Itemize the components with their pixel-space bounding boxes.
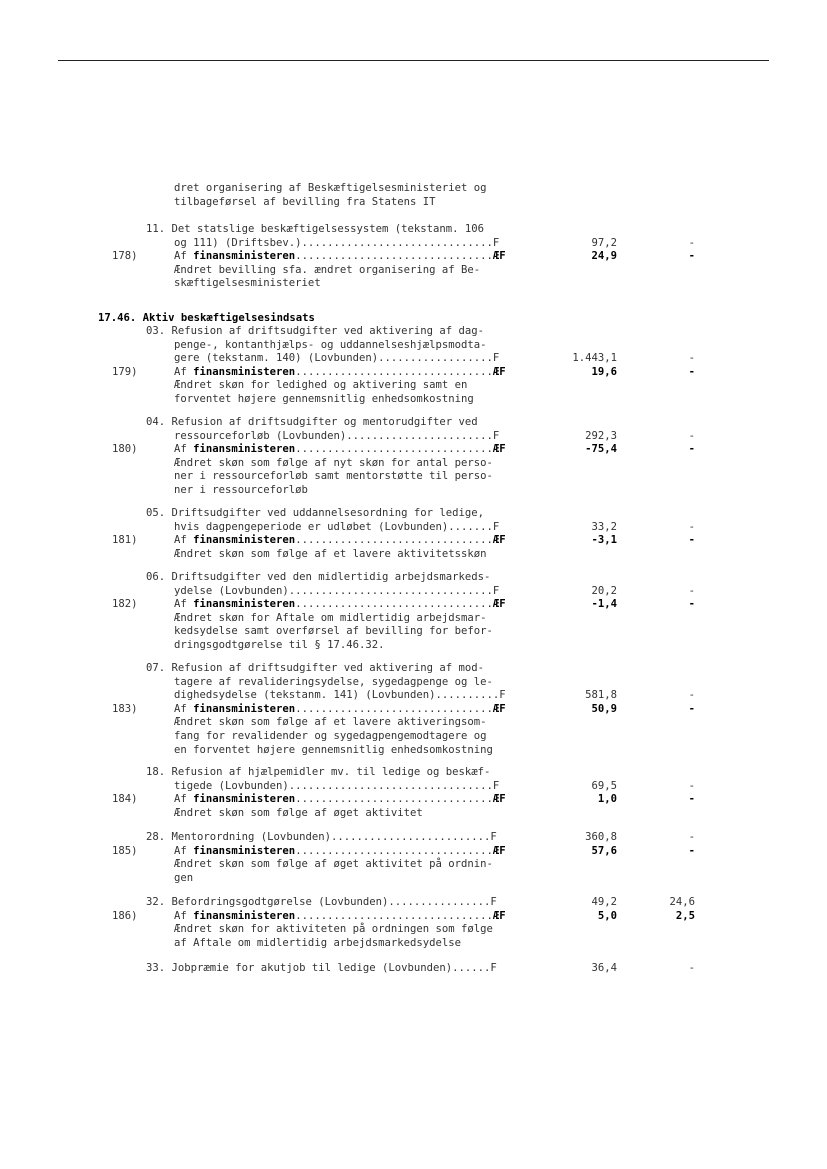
item-line bbox=[0, 779, 827, 793]
note-text: Ændret skøn som følge af nyt skøn for antal perso- bbox=[174, 456, 493, 469]
amount-2: - bbox=[688, 352, 695, 365]
ministry-name: finansministeren bbox=[193, 909, 296, 922]
section-heading bbox=[0, 311, 827, 325]
note-line bbox=[0, 611, 827, 625]
change-line bbox=[0, 844, 827, 858]
note-line bbox=[0, 378, 827, 392]
change-amount: 1,0 bbox=[597, 793, 617, 806]
change-line bbox=[0, 702, 827, 716]
change-line bbox=[0, 249, 827, 263]
item-line bbox=[0, 324, 827, 338]
change-amount-2: - bbox=[688, 250, 695, 263]
leader-dots: ............................... bbox=[295, 844, 493, 857]
note-line bbox=[0, 936, 827, 950]
code-af: ÆF bbox=[492, 534, 506, 547]
af-prefix: Af bbox=[174, 365, 194, 378]
item-text: 32. Befordringsgodtgørelse (Lovbunden)................F bbox=[146, 896, 497, 908]
note-text: ner i ressourceforløb bbox=[174, 484, 308, 496]
item-text: 28. Mentorordning (Lovbunden).........................F bbox=[146, 831, 497, 843]
item-line bbox=[0, 338, 827, 352]
code-af: ÆF bbox=[492, 793, 506, 806]
amount: 20,2 bbox=[591, 584, 617, 597]
amount: 69,5 bbox=[591, 779, 617, 792]
ministry-name: finansministeren bbox=[193, 793, 296, 806]
leader-dots: ............................... bbox=[295, 534, 493, 547]
amount: 292,3 bbox=[585, 429, 617, 442]
amount: 49,2 bbox=[591, 896, 617, 908]
note-line bbox=[0, 922, 827, 936]
item-line bbox=[0, 520, 827, 534]
change-amount: 5,0 bbox=[597, 909, 617, 922]
note-line bbox=[0, 469, 827, 483]
entry-number: 179) bbox=[112, 365, 138, 378]
change-label bbox=[174, 792, 506, 806]
amount-2: - bbox=[688, 236, 695, 249]
change-amount-2: 2,5 bbox=[675, 909, 695, 922]
change-label bbox=[174, 844, 506, 858]
item-text: 05. Driftsudgifter ved uddannelsesordning for ledige, bbox=[146, 507, 485, 519]
change-line bbox=[0, 909, 827, 923]
af-prefix: Af bbox=[174, 909, 194, 922]
amount-2: 24,6 bbox=[669, 896, 695, 908]
change-amount: -3,1 bbox=[591, 534, 617, 547]
note-text: en forventet højere gennemsnitlig enhedsomkostning bbox=[174, 743, 493, 756]
change-label bbox=[174, 442, 506, 456]
item-line bbox=[0, 570, 827, 584]
note-line bbox=[0, 263, 827, 277]
amount-2: - bbox=[688, 689, 695, 702]
item-text: tigede (Lovbunden)................................F bbox=[174, 779, 500, 792]
change-amount-2: - bbox=[688, 443, 695, 456]
note-line bbox=[0, 483, 827, 497]
section-title: 17.46. Aktiv beskæftigelsesindsats bbox=[98, 312, 315, 324]
af-prefix: Af bbox=[174, 250, 194, 263]
item-text: tagere af revalideringsydelse, sygedagpenge og le- bbox=[174, 675, 493, 688]
item-text: 07. Refusion af driftsudgifter ved aktivering af mod- bbox=[146, 662, 485, 674]
change-line bbox=[0, 533, 827, 547]
header-rule bbox=[58, 60, 769, 61]
item-text: 11. Det statslige beskæftigelsessystem (tekstanm. 106 bbox=[146, 223, 485, 235]
af-prefix: Af bbox=[174, 598, 194, 611]
note-text: ner i ressourceforløb samt mentorstøtte til perso- bbox=[174, 470, 493, 483]
item-text: 18. Refusion af hjælpemidler mv. til ledige og beskæf- bbox=[146, 766, 491, 778]
change-label bbox=[174, 597, 506, 611]
note-text: Ændret skøn som følge af et lavere aktiveringsom- bbox=[174, 716, 487, 729]
item-text: ydelse (Lovbunden)................................F bbox=[174, 584, 500, 597]
change-line bbox=[0, 365, 827, 379]
item-line bbox=[0, 415, 827, 429]
change-amount: -1,4 bbox=[591, 598, 617, 611]
change-label bbox=[174, 702, 506, 716]
af-prefix: Af bbox=[174, 534, 194, 547]
change-amount: 50,9 bbox=[591, 702, 617, 715]
entry-line bbox=[0, 222, 827, 236]
item-text: gere (tekstanm. 140) (Lovbunden)..................F bbox=[174, 352, 500, 365]
item-line bbox=[0, 765, 827, 779]
note-line bbox=[0, 547, 827, 561]
af-prefix: Af bbox=[174, 793, 194, 806]
note-line bbox=[0, 456, 827, 470]
note-text: kedsydelse samt overførsel af bevilling for befor- bbox=[174, 625, 493, 638]
note-line bbox=[0, 729, 827, 743]
change-amount-2: - bbox=[688, 534, 695, 547]
amount-2: - bbox=[688, 584, 695, 597]
code-af: ÆF bbox=[492, 844, 506, 857]
leader-dots: ............................... bbox=[295, 598, 493, 611]
change-amount: 57,6 bbox=[591, 844, 617, 857]
note-text: Ændret skøn som følge af øget aktivitet bbox=[174, 806, 423, 819]
change-amount: -75,4 bbox=[585, 443, 617, 456]
ministry-name: finansministeren bbox=[193, 534, 296, 547]
amount: 581,8 bbox=[585, 689, 617, 702]
note-text: forventet højere gennemsnitlig enhedsomkostning bbox=[174, 393, 474, 405]
note-line bbox=[0, 806, 827, 820]
ministry-name: finansministeren bbox=[193, 365, 296, 378]
item-line bbox=[0, 429, 827, 443]
code-af: ÆF bbox=[492, 598, 506, 611]
note-line bbox=[0, 871, 827, 885]
note-line bbox=[0, 638, 827, 652]
item-text: hvis dagpengeperiode er udløbet (Lovbunden).......F bbox=[174, 520, 500, 533]
af-prefix: Af bbox=[174, 443, 194, 456]
note-text: Ændret skøn for ledighed og aktivering samt en bbox=[174, 379, 468, 392]
item-line bbox=[0, 351, 827, 365]
change-amount-2: - bbox=[688, 365, 695, 378]
code-af: ÆF bbox=[492, 702, 506, 715]
ministry-name: finansministeren bbox=[193, 250, 296, 263]
item-text: 06. Driftsudgifter ved den midlertidig arbejdsmarkeds- bbox=[146, 571, 491, 583]
amount: 36,4 bbox=[591, 962, 617, 974]
code-af: ÆF bbox=[492, 250, 506, 263]
ministry-name: finansministeren bbox=[193, 702, 296, 715]
intro-line: dret organisering af Beskæftigelsesministeriet og bbox=[174, 182, 487, 194]
code-af: ÆF bbox=[492, 909, 506, 922]
change-amount-2: - bbox=[688, 844, 695, 857]
item-line bbox=[0, 584, 827, 598]
note-line bbox=[0, 624, 827, 638]
entry-number: 181) bbox=[112, 534, 138, 547]
amount-2: - bbox=[688, 831, 695, 843]
item-text: 33. Jobpræmie for akutjob til ledige (Lovbunden)......F bbox=[146, 962, 497, 974]
note-text: Ændret skøn for Aftale om midlertidig arbejdsmar- bbox=[174, 611, 487, 624]
entry-line bbox=[0, 236, 827, 250]
entry-number: 180) bbox=[112, 443, 138, 456]
leader-dots: ............................... bbox=[295, 702, 493, 715]
item-text: og 111) (Driftsbev.)..............................F bbox=[174, 236, 500, 249]
note-text: fang for revalidender og sygedagpengemodtagere og bbox=[174, 730, 487, 742]
item-text: 03. Refusion af driftsudgifter ved aktivering af dag- bbox=[146, 325, 485, 337]
ministry-name: finansministeren bbox=[193, 598, 296, 611]
entry-number: 185) bbox=[112, 844, 138, 857]
intro-line: tilbageførsel af bevilling fra Statens IT bbox=[174, 195, 436, 208]
item-line bbox=[0, 830, 827, 844]
amount-2: - bbox=[688, 962, 695, 974]
note-text: af Aftale om midlertidig arbejdsmarkedsydelse bbox=[174, 936, 462, 949]
change-label bbox=[174, 909, 506, 923]
note-line bbox=[0, 743, 827, 757]
note-text: Ændret skøn som følge af et lavere aktivitetsskøn bbox=[174, 547, 487, 560]
entry-number: 184) bbox=[112, 793, 138, 806]
leader-dots: ............................... bbox=[295, 443, 493, 456]
change-amount: 24,9 bbox=[591, 250, 617, 263]
amount-2: - bbox=[688, 429, 695, 442]
item-text: penge-, kontanthjælps- og uddannelseshjælpsmodta- bbox=[174, 338, 487, 351]
item-line bbox=[0, 506, 827, 520]
note-line bbox=[0, 276, 827, 290]
item-line bbox=[0, 895, 827, 909]
change-label bbox=[174, 533, 506, 547]
change-line bbox=[0, 597, 827, 611]
note-text: Ændret skøn som følge af øget aktivitet på ordnin- bbox=[174, 858, 493, 871]
item-text: ressourceforløb (Lovbunden).......................F bbox=[174, 429, 500, 442]
note-line bbox=[0, 715, 827, 729]
entry-number: 182) bbox=[112, 598, 138, 611]
note-text: dringsgodtgørelse til § 17.46.32. bbox=[174, 639, 385, 651]
change-amount-2: - bbox=[688, 793, 695, 806]
amount-2: - bbox=[688, 520, 695, 533]
change-line bbox=[0, 792, 827, 806]
af-prefix: Af bbox=[174, 844, 194, 857]
change-label bbox=[174, 365, 506, 379]
leader-dots: ............................... bbox=[295, 793, 493, 806]
entry-number: 178) bbox=[112, 250, 138, 263]
amount: 360,8 bbox=[585, 831, 617, 843]
leader-dots: ............................... bbox=[295, 909, 493, 922]
item-text: 04. Refusion af driftsudgifter og mentorudgifter ved bbox=[146, 416, 478, 428]
item-line-last bbox=[0, 961, 827, 975]
amount: 97,2 bbox=[591, 236, 617, 249]
change-amount: 19,6 bbox=[591, 365, 617, 378]
amount: 1.443,1 bbox=[572, 352, 617, 365]
item-line bbox=[0, 688, 827, 702]
code-af: ÆF bbox=[492, 365, 506, 378]
item-line bbox=[0, 675, 827, 689]
entry-number: 183) bbox=[112, 702, 138, 715]
ministry-name: finansministeren bbox=[193, 844, 296, 857]
note-text: Ændret skøn for aktiviteten på ordningen som følge bbox=[174, 923, 493, 936]
item-line bbox=[0, 661, 827, 675]
amount-2: - bbox=[688, 779, 695, 792]
ministry-name: finansministeren bbox=[193, 443, 296, 456]
note-text: skæftigelsesministeriet bbox=[174, 277, 321, 290]
note-line bbox=[0, 857, 827, 871]
note-text: gen bbox=[174, 871, 194, 884]
item-text: dighedsydelse (tekstanm. 141) (Lovbunden)..........F bbox=[174, 689, 506, 702]
change-amount-2: - bbox=[688, 598, 695, 611]
note-line bbox=[0, 392, 827, 406]
af-prefix: Af bbox=[174, 702, 194, 715]
amount: 33,2 bbox=[591, 520, 617, 533]
change-amount-2: - bbox=[688, 702, 695, 715]
change-label bbox=[174, 249, 506, 263]
change-line bbox=[0, 442, 827, 456]
entry-number: 186) bbox=[112, 909, 138, 922]
leader-dots: ............................... bbox=[295, 250, 493, 263]
code-af: ÆF bbox=[492, 443, 506, 456]
leader-dots: ............................... bbox=[295, 365, 493, 378]
note-text: Ændret bevilling sfa. ændret organisering af Be- bbox=[174, 263, 481, 276]
